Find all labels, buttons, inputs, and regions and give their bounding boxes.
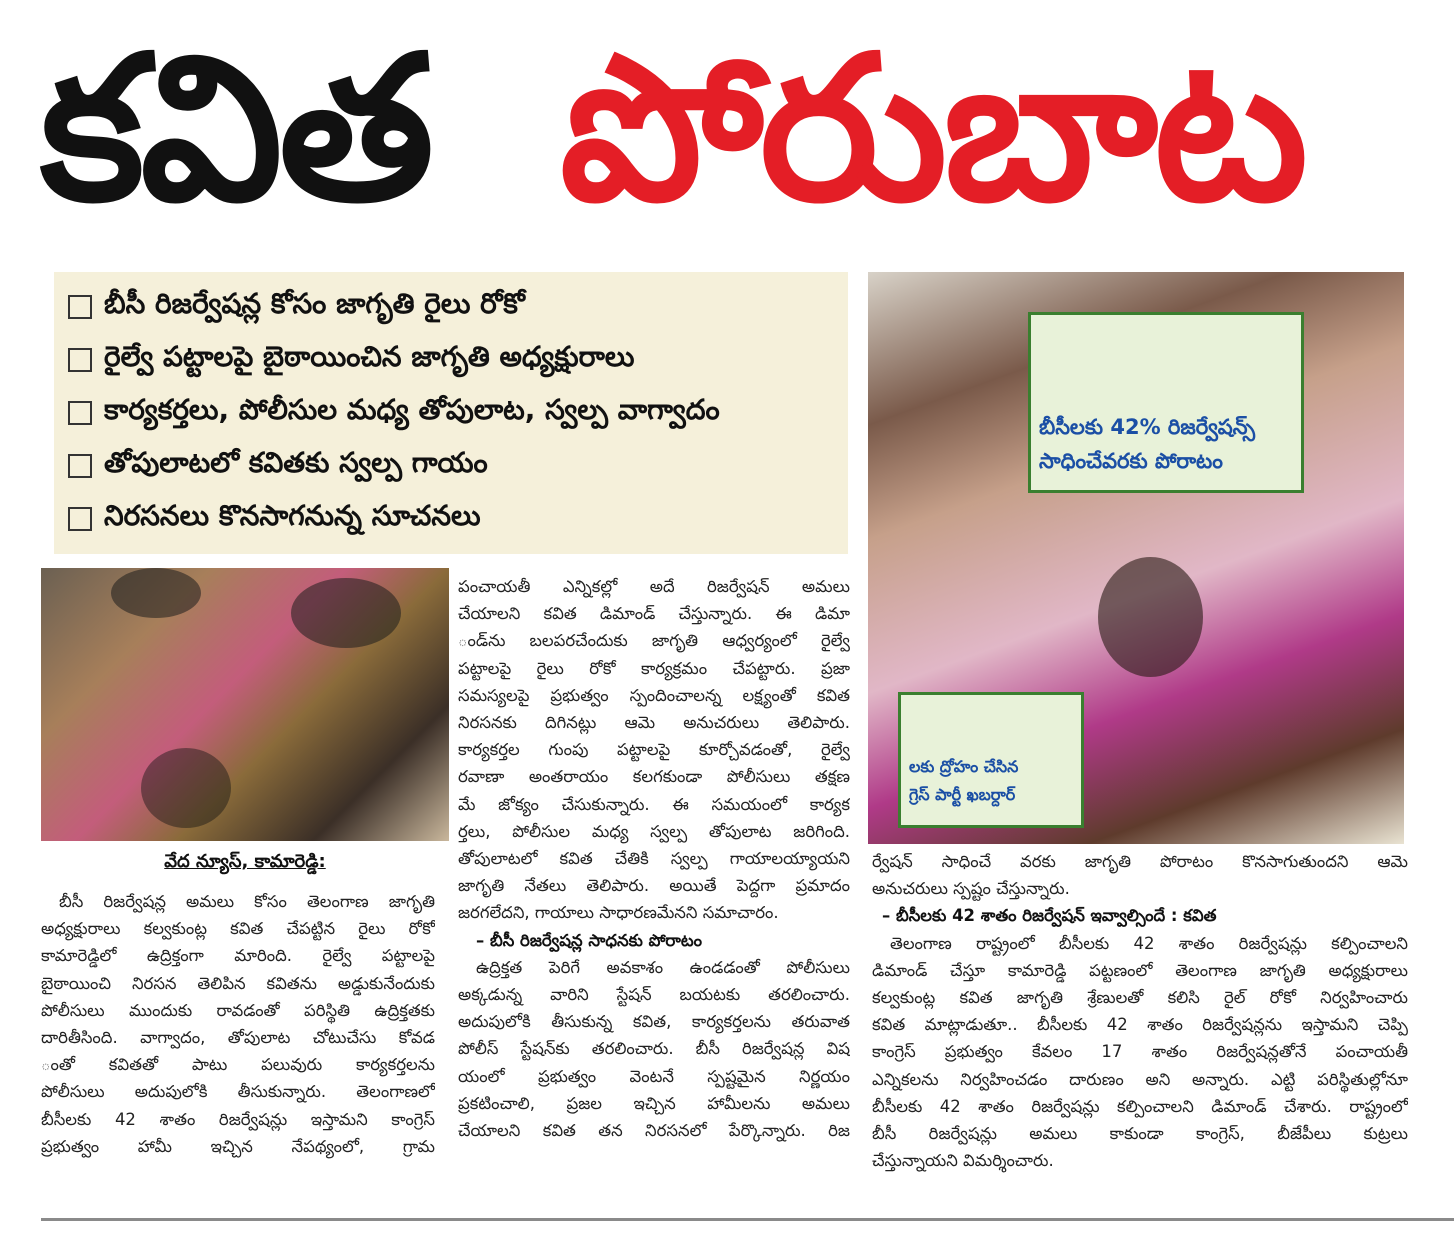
highlight-item xyxy=(68,280,834,333)
protest-placard-photo xyxy=(868,272,1404,844)
checkbox-square-icon xyxy=(68,295,92,319)
body-line: కవిత మాట్లాడుతూ.. బీసీలకు 42 శాతం రిజర్వేషన్లను ఇస్తామని చెప్పి xyxy=(872,1015,1408,1035)
body-line: పోలీసులు ముందుకు రావడంతో పరిస్థితి ఉద్రిక్తతకు xyxy=(41,1000,435,1020)
body-line: తెలంగాణ రాష్ట్రంలో బీసీలకు 42 శాతం రిజర్వేషన్లు కల్పించాలని xyxy=(890,933,1408,953)
body-line: అక్కడున్న వారిని స్టేషన్ బయటకు తరలించారు. xyxy=(458,985,850,1005)
body-line: బైఠాయించి నిరసన తెలిపిన కవితను అడ్డుకునేందుకు xyxy=(41,973,435,993)
placard-top xyxy=(1028,312,1304,493)
highlight-item xyxy=(68,439,834,492)
body-line: రవాణా అంతరాయం కలగకుండా పోలీసులు తక్షణ xyxy=(458,767,850,787)
checkbox-square-icon xyxy=(68,348,92,372)
placard-bottom xyxy=(898,692,1084,828)
headline-word-2: పోరుబాట xyxy=(560,13,1305,246)
checkbox-square-icon xyxy=(68,507,92,531)
placard-text: బీసీలకు 42% రిజర్వేషన్స్ xyxy=(1039,415,1256,439)
highlight-text: నిరసనలు కొనసాగనున్న సూచనలు xyxy=(104,498,481,532)
checkbox-square-icon xyxy=(68,454,92,478)
body-line: పట్టాలపై రైలు రోకో కార్యక్రమం చేపట్టారు. ప్రజా xyxy=(458,658,850,678)
body-line: బీసీ రిజర్వేషన్లు అమలు కాకుండా కాంగ్రెస్, బీజేపీలు కుట్రలు xyxy=(872,1124,1408,1144)
body-line: బీసీ రిజర్వేషన్ల అమలు కోసం తెలంగాణ జాగృతి xyxy=(59,892,435,911)
body-line: ప్రభుత్వం హామీ ఇచ్చిన నేపథ్యంలో, గ్రామ xyxy=(41,1136,435,1156)
highlight-text: కార్యకర్తలు, పోలీసుల మధ్య తోపులాట, స్వల్ప వాగ్వాదం xyxy=(104,392,720,426)
body-line: ప్రకటించాలి, ప్రజల ఇచ్చిన హామీలను అమలు xyxy=(458,1093,850,1113)
highlight-item xyxy=(68,333,834,386)
body-line: డిమాండ్ చేస్తూ కామారెడ్డి పట్టణంలో తెలంగాణ జాగృతి అధ్యక్షురాలు xyxy=(872,960,1408,980)
body-line: మే జోక్యం చేసుకున్నారు. ఈ సమయంలో కార్యక xyxy=(458,794,850,814)
headline-word-1: కవిత xyxy=(40,13,431,246)
body-line: ండ్‌ను బలపరచేందుకు జాగృతి ఆధ్వర్యంలో రైల్వే xyxy=(458,631,850,651)
body-line: అధ్యక్షురాలు కల్వకుంట్ల కవిత చేపట్టిన రైలు రోకో xyxy=(41,919,435,939)
body-line: జాగృతి నేతలు తెలిపారు. అయితే పెద్దగా ప్రమాదం xyxy=(458,876,850,896)
body-line: జరగలేదని, గాయాలు సాధారణమేనని సమాచారం. xyxy=(458,903,779,923)
article-column-1 xyxy=(41,888,435,1160)
highlight-text: తోపులాటలో కవితకు స్వల్ప గాయం xyxy=(104,445,488,479)
body-line: దారితీసింది. వాగ్వాదం, తోపులాట చోటుచేసు కోవడ xyxy=(41,1028,435,1048)
byline: వేద న్యూస్, కామారెడ్డి: xyxy=(164,851,326,872)
body-line: బీసీలకు 42 శాతం రిజర్వేషన్లు ఇస్తామని కాంగ్రెస్ xyxy=(41,1109,435,1129)
body-line: కార్యకర్తల గుంపు పట్టాలపై కూర్చోవడంతో, రైల్వే xyxy=(458,740,850,760)
police-cap-shape xyxy=(291,578,401,648)
body-line: కాంగ్రెస్ ప్రభుత్వం కేవలం 17 శాతం రిజర్వేషన్లతోనే పంచాయతీ xyxy=(872,1042,1408,1062)
headline xyxy=(0,0,1454,265)
body-line: ఉద్రిక్తత పెరిగే అవకాశం ఉండడంతో పోలీసులు xyxy=(476,957,850,977)
body-line: తోపులాటలో కవిత చేతికి స్వల్ప గాయాలయ్యాయని xyxy=(458,849,850,869)
body-line: పోలీస్ స్టేషన్‌కు తరలించారు. బీసీ రిజర్వేషన్ల విష xyxy=(458,1039,850,1059)
highlight-item xyxy=(68,386,834,439)
protest-scuffle-photo xyxy=(41,568,449,841)
article-column-2 xyxy=(458,573,850,1144)
article-column-3 xyxy=(872,848,1408,1174)
highlights-box xyxy=(54,272,848,554)
body-line: ర్తలు, పోలీసుల మధ్య స్వల్ప తోపులాట జరిగింది. xyxy=(458,821,850,841)
body-line: సమస్యలపై ప్రభుత్వం స్పందించాలన్న లక్ష్యంతో కవిత xyxy=(458,685,850,705)
highlight-text: బీసీ రిజర్వేషన్ల కోసం జాగృతి రైలు రోకో xyxy=(104,286,525,320)
placard-text: లకు ద్రోహం చేసిన xyxy=(909,757,1019,776)
body-line: పోలీసులు అదుపులోకి తీసుకున్నారు. తెలంగాణలో xyxy=(41,1082,435,1102)
police-cap-shape xyxy=(111,568,201,618)
body-line: కామారెడ్డిలో ఉద్రిక్తంగా మారింది. రైల్వే పట్టాలపై xyxy=(41,946,435,966)
body-line: కల్వకుంట్ల కవిత జాగృతి శ్రేణులతో కలిసి రైల్ రోకో నిర్వహించారు xyxy=(872,988,1408,1008)
checkbox-square-icon xyxy=(68,401,92,425)
body-line: ంతో కవితతో పాటు పలువురు కార్యకర్తలను xyxy=(41,1055,435,1075)
body-line: చేయాలని కవిత తన నిరసనలో పేర్కొన్నారు. రిజ xyxy=(458,1121,850,1141)
subheading: – బీసీ రిజర్వేషన్ల సాధనకు పోరాటం xyxy=(476,930,702,950)
subheading: – బీసీలకు 42 శాతం రిజర్వేషన్ ఇవ్వాల్సిందే : కవిత xyxy=(882,906,1217,926)
protester-head-shape xyxy=(1098,557,1203,677)
placard-text: గ్రెస్ పార్టీ ఖబర్దార్ xyxy=(909,785,1016,804)
body-line: అదుపులోకి తీసుకున్న కవిత, కార్యకర్తలను తరువాత xyxy=(458,1012,850,1032)
body-line: ఎన్నికలను నిర్వహించడం దారుణం అని అన్నారు. ఎట్టి పరిస్థితుల్లోనూ xyxy=(872,1069,1408,1089)
crowd-head-shape xyxy=(141,748,231,828)
highlight-text: రైల్వే పట్టాలపై బైఠాయించిన జాగృతి అధ్యక్షురాలు xyxy=(104,339,635,373)
body-line: నిరసనకు దిగినట్లు ఆమె అనుచరులు తెలిపారు. xyxy=(458,713,850,733)
bottom-divider xyxy=(41,1218,1454,1221)
body-line: యంలో ప్రభుత్వం వెంటనే స్పష్టమైన నిర్ణయం xyxy=(458,1066,850,1086)
highlight-item xyxy=(68,492,834,545)
placard-text: సాధించేవరకు పోరాటం xyxy=(1039,449,1223,473)
body-line: బీసీలకు 42 శాతం రిజర్వేషన్లు కల్పించాలని డిమాండ్ చేశారు. రాష్ట్రంలో xyxy=(872,1096,1408,1116)
body-line: పంచాయతీ ఎన్నికల్లో అదే రిజర్వేషన్ అమలు xyxy=(458,577,850,596)
body-line: ర్వేషన్ సాధించే వరకు జాగృతి పోరాటం కొనసాగుతుందని ఆమె xyxy=(872,852,1408,871)
body-line: చేయాలని కవిత డిమాండ్ చేస్తున్నారు. ఈ డిమా xyxy=(458,604,850,624)
body-line: చేస్తున్నాయని విమర్శించారు. xyxy=(872,1151,1054,1171)
body-line: అనుచరులు స్పష్టం చేస్తున్నారు. xyxy=(872,879,1070,899)
